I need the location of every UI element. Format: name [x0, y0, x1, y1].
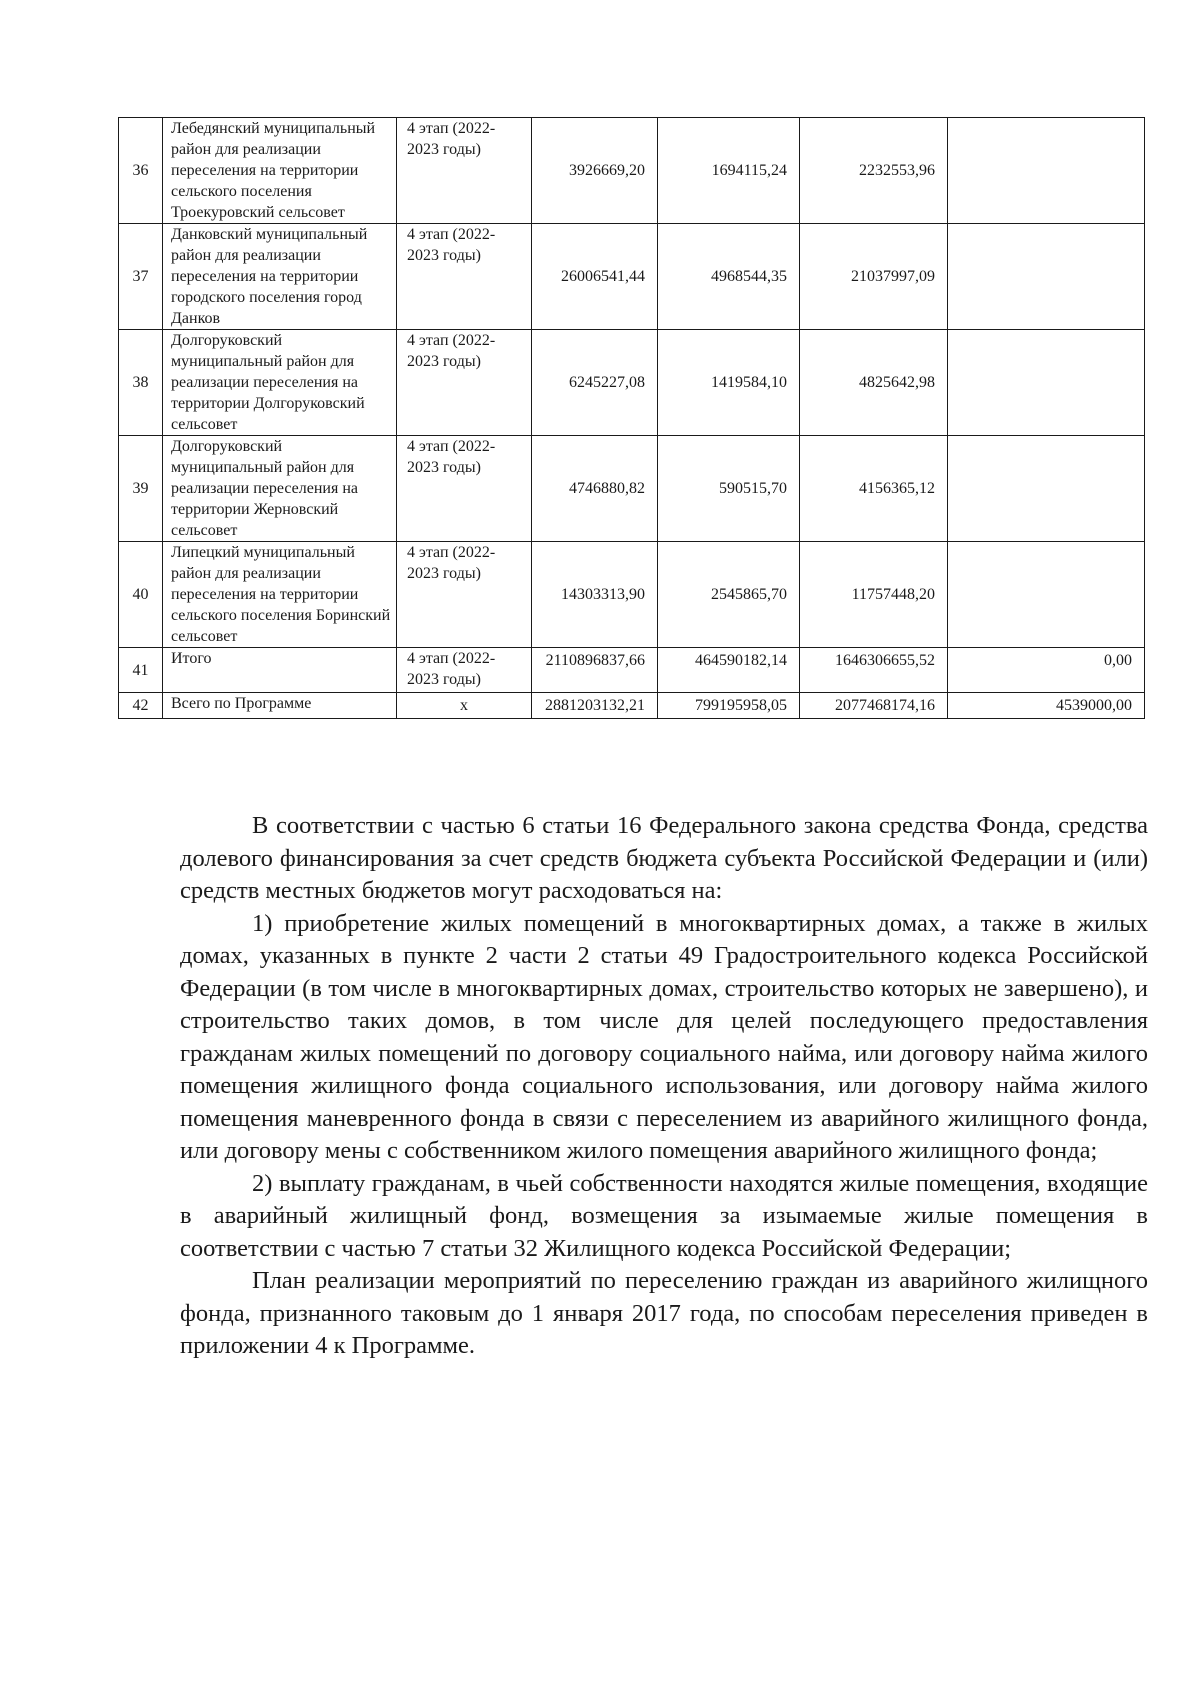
stage-cell: 4 этап (2022-2023 годы) — [397, 330, 532, 436]
total-cost-cell: 2110896837,66 — [532, 648, 658, 693]
row-number: 39 — [119, 436, 163, 542]
stage-cell: x — [397, 693, 532, 719]
table-row-total — [119, 648, 1145, 693]
total-label: Итого — [163, 648, 397, 693]
local-cost-cell: 0,00 — [948, 648, 1145, 693]
fund-cost-cell: 1694115,24 — [658, 118, 800, 224]
total-cost-cell: 14303313,90 — [532, 542, 658, 648]
budget-cost-cell: 4825642,98 — [800, 330, 948, 436]
local-cost-cell: 4539000,00 — [948, 693, 1145, 719]
row-number: 36 — [119, 118, 163, 224]
paragraph: План реализации мероприятий по переселению граждан из аварийного жилищного фонда, признанного таковым до 1 января 2017 года, по способам переселения приведен в приложении 4 к Программе. — [180, 1267, 1148, 1359]
total-cost-cell: 2881203132,21 — [532, 693, 658, 719]
budget-cost-cell: 1646306655,52 — [800, 648, 948, 693]
budget-cost-cell: 4156365,12 — [800, 436, 948, 542]
local-cost-cell — [948, 330, 1145, 436]
total-cost-cell: 26006541,44 — [532, 224, 658, 330]
row-number: 38 — [119, 330, 163, 436]
budget-cost-cell: 11757448,20 — [800, 542, 948, 648]
program-table — [118, 117, 1145, 719]
fund-cost-cell: 2545865,70 — [658, 542, 800, 648]
budget-cost-cell: 2077468174,16 — [800, 693, 948, 719]
stage-cell: 4 этап (2022-2023 годы) — [397, 648, 532, 693]
fund-cost-cell: 799195958,05 — [658, 693, 800, 719]
body-text — [180, 810, 1148, 1363]
table-row-grand-total — [119, 693, 1145, 719]
stage-cell: 4 этап (2022-2023 годы) — [397, 436, 532, 542]
local-cost-cell — [948, 436, 1145, 542]
municipality-name: Липецкий муниципальный район для реализации переселения на территории сельского поселения Боринский сельсовет — [163, 542, 397, 648]
row-number: 40 — [119, 542, 163, 648]
fund-cost-cell: 590515,70 — [658, 436, 800, 542]
local-cost-cell — [948, 224, 1145, 330]
municipality-name: Долгоруковский муниципальный район для реализации переселения на территории Долгоруковский сельсовет — [163, 330, 397, 436]
budget-cost-cell: 21037997,09 — [800, 224, 948, 330]
paragraph: 2) выплату гражданам, в чьей собственности находятся жилые помещения, входящие в аварийный жилищный фонд, возмещения за изымаемые жилые помещения в соответствии с частью 7 статьи 32 Жилищного кодекса Российской Федерации; — [180, 1169, 1148, 1262]
stage-cell: 4 этап (2022-2023 годы) — [397, 542, 532, 648]
table-row — [119, 542, 1145, 648]
row-number: 41 — [119, 648, 163, 693]
table-row — [119, 436, 1145, 542]
table-row — [119, 118, 1145, 224]
total-cost-cell: 3926669,20 — [532, 118, 658, 224]
local-cost-cell — [948, 542, 1145, 648]
table-row — [119, 330, 1145, 436]
stage-cell: 4 этап (2022-2023 годы) — [397, 224, 532, 330]
fund-cost-cell: 1419584,10 — [658, 330, 800, 436]
row-number: 42 — [119, 693, 163, 719]
paragraph: В соответствии с частью 6 статьи 16 Федерального закона средства Фонда, средства долевого финансирования за счет средств бюджета субъекта Российской Федерации и (или) средств местных бюджетов могут расходоваться на: — [180, 812, 1148, 904]
fund-cost-cell: 4968544,35 — [658, 224, 800, 330]
fund-cost-cell: 464590182,14 — [658, 648, 800, 693]
total-cost-cell: 6245227,08 — [532, 330, 658, 436]
grand-total-label: Всего по Программе — [163, 693, 397, 719]
stage-cell: 4 этап (2022-2023 годы) — [397, 118, 532, 224]
budget-cost-cell: 2232553,96 — [800, 118, 948, 224]
local-cost-cell — [948, 118, 1145, 224]
municipality-name: Лебедянский муниципальный район для реализации переселения на территории сельского поселения Троекуровский сельсовет — [163, 118, 397, 224]
row-number: 37 — [119, 224, 163, 330]
table-row — [119, 224, 1145, 330]
municipality-name: Данковский муниципальный район для реализации переселения на территории городского поселения город Данков — [163, 224, 397, 330]
paragraph: 1) приобретение жилых помещений в многоквартирных домах, а также в жилых домах, указанных в пункте 2 части 2 статьи 49 Градостроительного кодекса Российской Федерации (в том числе в многоквартирных домах, строительство которых не завершено), и строительство таких домов, в том числе для целей последующего предоставления гражданам жилых помещений по договору социального найма, или договору найма жилого помещения жилищного фонда социального использования, или договору найма жилого помещения маневренного фонда в связи с переселением из аварийного жилищного фонда, или договору мены с собственником жилого помещения аварийного жилищного фонда; — [180, 909, 1148, 1164]
municipality-name: Долгоруковский муниципальный район для реализации переселения на территории Жерновский сельсовет — [163, 436, 397, 542]
total-cost-cell: 4746880,82 — [532, 436, 658, 542]
